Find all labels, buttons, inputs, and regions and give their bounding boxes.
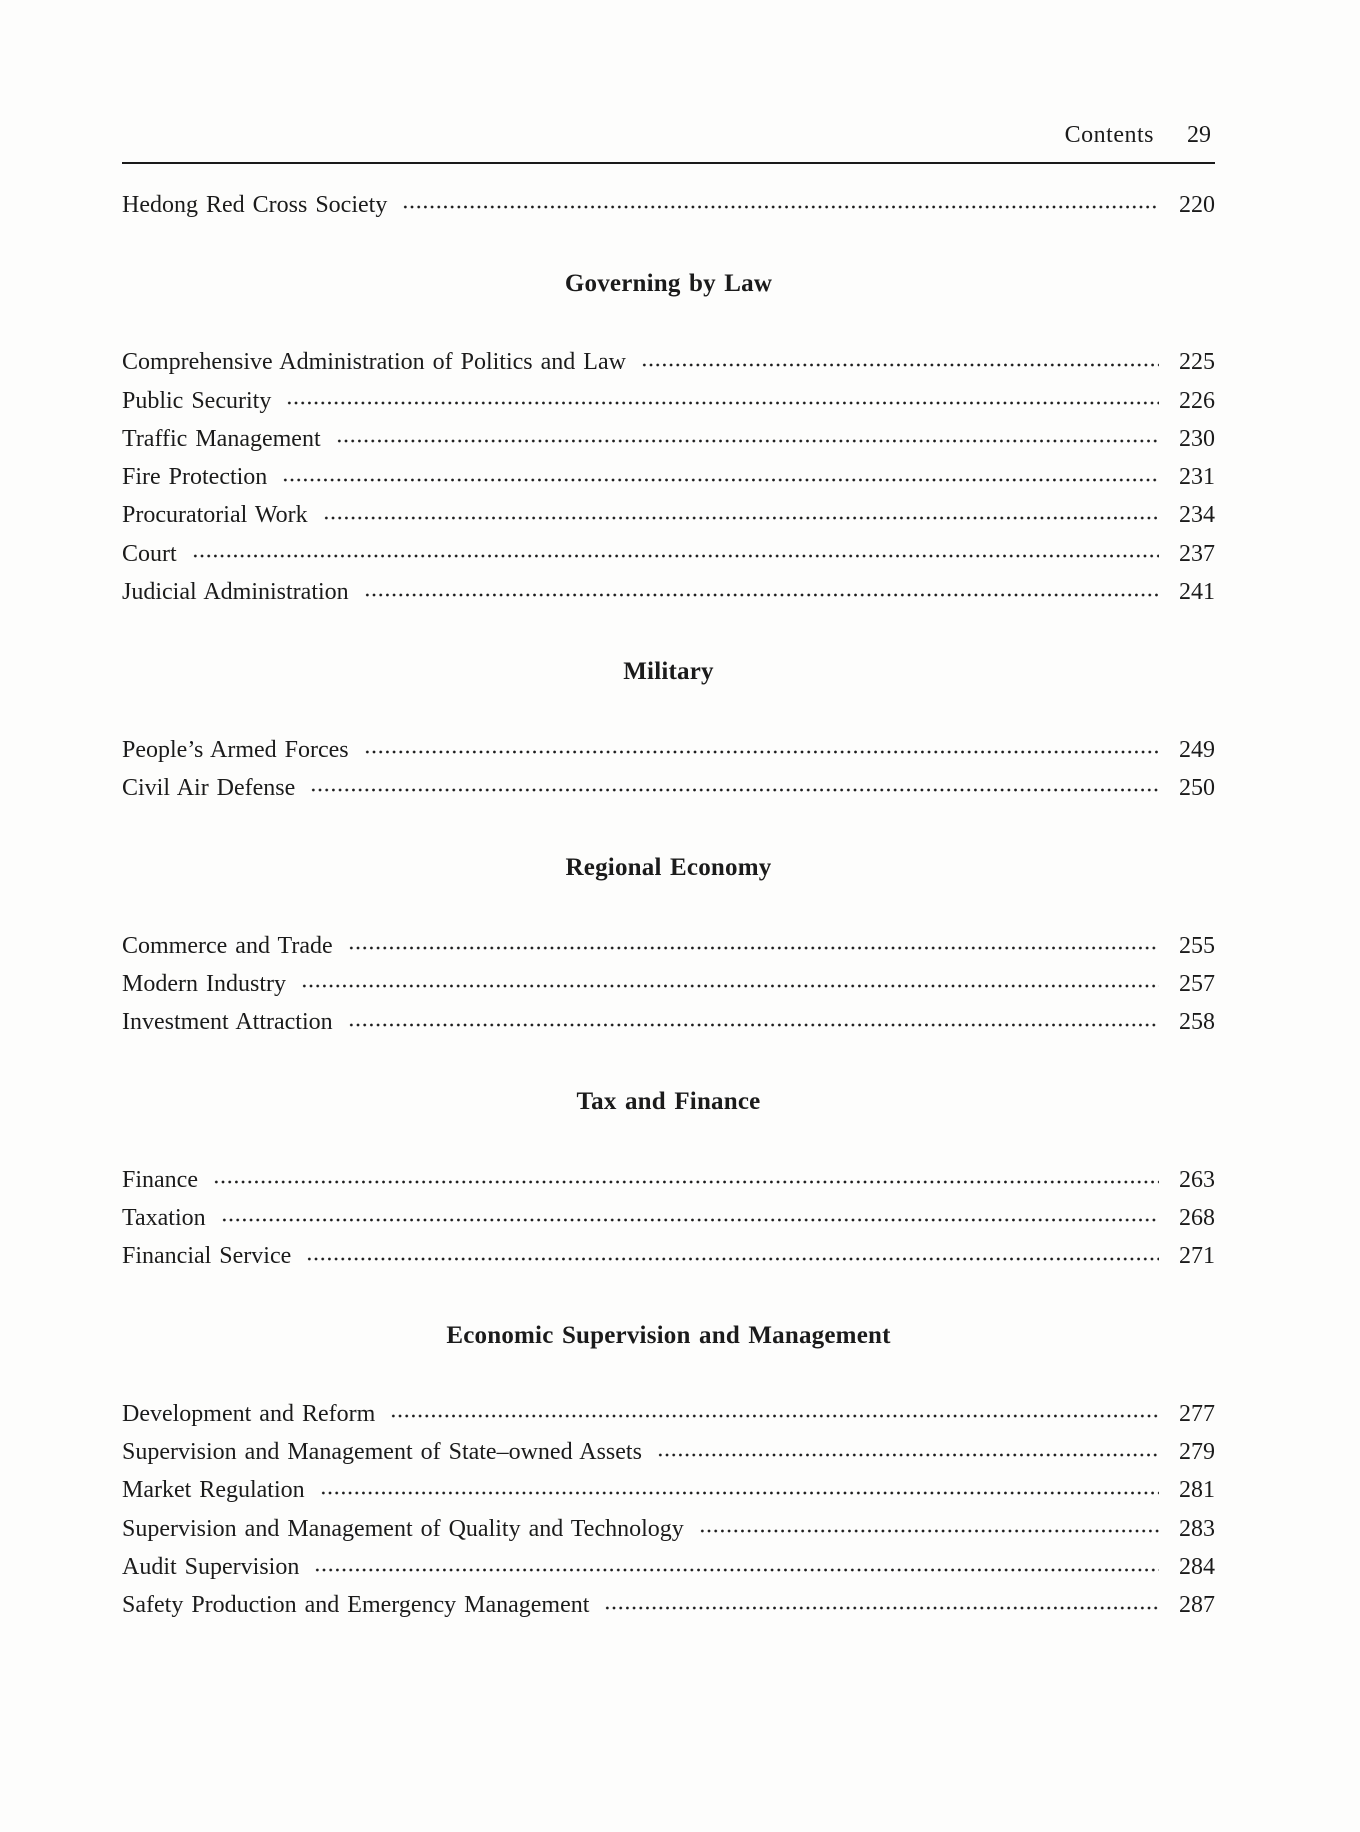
entry-page-number: 226	[1179, 387, 1215, 414]
section-heading: Governing by Law	[564, 270, 773, 298]
toc-entry	[122, 1238, 1215, 1276]
dot-leader	[604, 1605, 1159, 1611]
toc-entry	[122, 1548, 1215, 1586]
section-entries	[122, 731, 1215, 808]
toc-entry	[122, 382, 1215, 420]
section-heading: Tax and Finance	[576, 1087, 761, 1115]
entry-page-number: 287	[1179, 1592, 1215, 1619]
entry-page-number: 277	[1179, 1400, 1215, 1427]
entry-title: Supervision and Management of Quality and Technology	[122, 1515, 684, 1542]
entry-page-number: 234	[1179, 502, 1215, 529]
dot-leader	[310, 787, 1159, 793]
dot-leader	[348, 1022, 1159, 1028]
dot-leader	[282, 477, 1159, 483]
toc-entry	[122, 535, 1215, 573]
dot-leader	[306, 1256, 1159, 1262]
section-entries	[122, 344, 1215, 612]
entry-title: Investment Attraction	[122, 1009, 333, 1036]
toc-entry	[122, 1434, 1215, 1472]
section-heading: Economic Supervision and Management	[446, 1321, 891, 1349]
entry-title: Audit Supervision	[122, 1554, 300, 1581]
toc-entry	[122, 965, 1215, 1003]
dot-leader	[364, 749, 1159, 755]
toc-entry	[122, 458, 1215, 496]
entry-title: Finance	[122, 1166, 198, 1193]
entry-title: Market Regulation	[122, 1477, 305, 1504]
entry-page-number: 237	[1179, 540, 1215, 567]
entry-title: Taxation	[122, 1204, 206, 1231]
entry-page-number: 230	[1179, 425, 1215, 452]
entry-title: Supervision and Management of State–owned Assets	[122, 1439, 642, 1466]
dot-leader	[320, 1490, 1159, 1496]
entry-title: Modern Industry	[122, 970, 286, 997]
toc-entry	[122, 927, 1215, 965]
dot-leader	[364, 592, 1159, 598]
section-entries	[122, 1161, 1215, 1276]
toc-entry	[122, 1161, 1215, 1199]
entry-title: Financial Service	[122, 1243, 292, 1270]
entry-page-number: 284	[1179, 1554, 1215, 1581]
section-entries	[122, 927, 1215, 1042]
entry-title: Hedong Red Cross Society	[122, 191, 388, 218]
toc-section	[122, 849, 1215, 1042]
toc-entry	[122, 731, 1215, 769]
toc-section	[122, 265, 1215, 611]
entry-title: Traffic Management	[122, 425, 321, 452]
entry-page-number: 250	[1179, 774, 1215, 801]
entry-page-number: 258	[1179, 1009, 1215, 1036]
entry-page-number: 268	[1179, 1204, 1215, 1231]
toc-entry	[122, 497, 1215, 535]
entry-page-number: 231	[1179, 464, 1215, 491]
toc-section	[122, 653, 1215, 808]
dot-leader	[402, 204, 1159, 210]
dot-leader	[699, 1528, 1159, 1534]
entry-page-number: 283	[1179, 1515, 1215, 1542]
entry-page-number: 220	[1179, 191, 1215, 218]
section-heading: Military	[623, 657, 714, 685]
section-entries	[122, 1395, 1215, 1625]
entry-page-number: 279	[1179, 1439, 1215, 1466]
entry-title: Comprehensive Administration of Politics and Law	[122, 349, 626, 376]
dot-leader	[213, 1179, 1159, 1185]
header-page-number: 29	[1187, 122, 1211, 148]
dot-leader	[657, 1452, 1159, 1458]
dot-leader	[336, 438, 1159, 444]
toc-entry	[122, 1587, 1215, 1625]
entry-title: People’s Armed Forces	[122, 736, 349, 763]
entry-page-number: 263	[1179, 1166, 1215, 1193]
toc-list	[122, 164, 1215, 1625]
entry-title: Civil Air Defense	[122, 774, 296, 801]
entry-page-number: 281	[1179, 1477, 1215, 1504]
toc-entry	[122, 186, 1215, 224]
section-entries	[122, 186, 1215, 224]
content-column	[122, 0, 1215, 1625]
entry-page-number: 257	[1179, 970, 1215, 997]
entry-title: Development and Reform	[122, 1400, 376, 1427]
header-title: Contents	[1064, 122, 1154, 148]
entry-title: Court	[122, 540, 177, 567]
dot-leader	[286, 400, 1159, 406]
dot-leader	[390, 1413, 1159, 1419]
toc-entry	[122, 1472, 1215, 1510]
entry-title: Fire Protection	[122, 464, 268, 491]
entry-page-number: 249	[1179, 736, 1215, 763]
entry-title: Commerce and Trade	[122, 932, 333, 959]
section-heading: Regional Economy	[565, 853, 772, 881]
entry-title: Judicial Administration	[122, 579, 349, 606]
dot-leader	[348, 945, 1159, 951]
page-header	[122, 0, 1215, 164]
entry-page-number: 255	[1179, 932, 1215, 959]
entry-title: Procuratorial Work	[122, 502, 308, 529]
dot-leader	[221, 1217, 1159, 1223]
dot-leader	[641, 362, 1159, 368]
toc-entry	[122, 1395, 1215, 1433]
dot-leader	[323, 515, 1159, 521]
entry-page-number: 271	[1179, 1243, 1215, 1270]
dot-leader	[301, 983, 1159, 989]
dot-leader	[192, 553, 1159, 559]
entry-title: Safety Production and Emergency Management	[122, 1592, 590, 1619]
toc-entry	[122, 573, 1215, 611]
toc-section	[122, 1317, 1215, 1625]
entry-page-number: 225	[1179, 349, 1215, 376]
toc-entry	[122, 344, 1215, 382]
toc-entry	[122, 1510, 1215, 1548]
entry-page-number: 241	[1179, 579, 1215, 606]
toc-entry	[122, 420, 1215, 458]
dot-leader	[314, 1567, 1159, 1573]
entry-title: Public Security	[122, 387, 272, 414]
toc-section	[122, 1083, 1215, 1276]
toc-section	[122, 186, 1215, 224]
toc-entry	[122, 1199, 1215, 1237]
toc-entry	[122, 769, 1215, 807]
toc-entry	[122, 1003, 1215, 1041]
